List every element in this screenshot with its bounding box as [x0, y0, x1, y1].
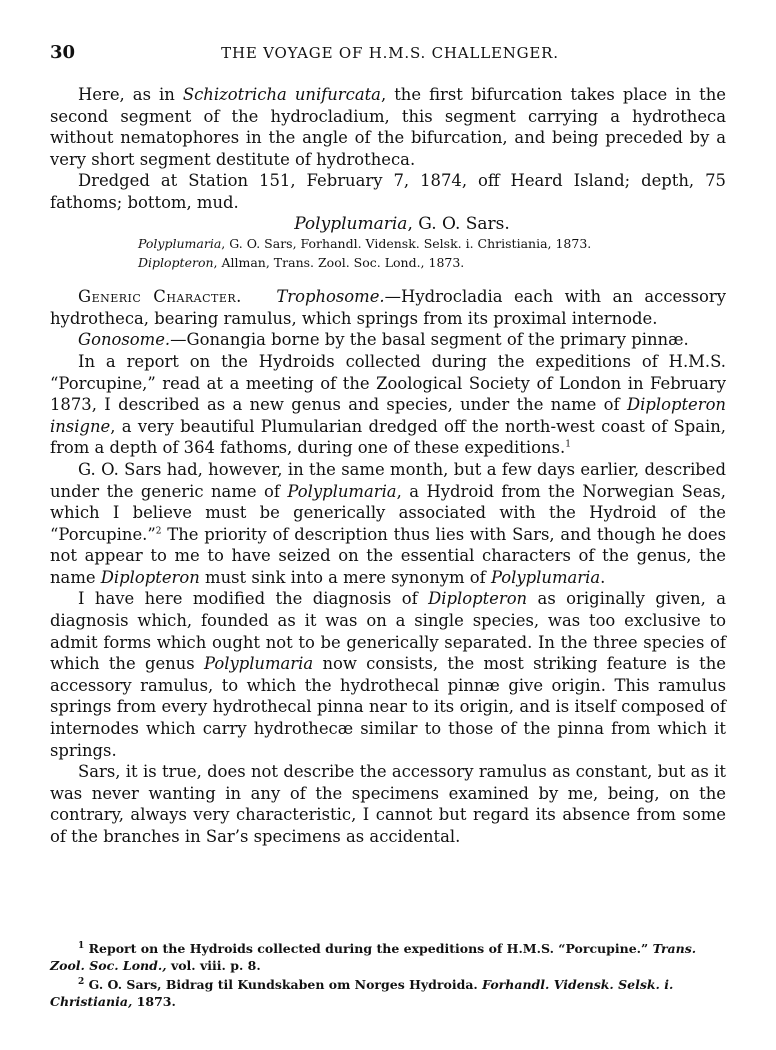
paragraph-gonosome: Gonosome.—Gonangia borne by the basal segment of the primary pinnæ. [78, 330, 689, 350]
page-header [50, 42, 730, 66]
paragraph-porcupine-report: In a report on the Hydroids collected during the expeditions of H.M.S. “Porcupine,” read at a meeting of the Zoological Society of London in February 1873, I described as a new genus and species, under the name of Diplopteron insigne, a very beautiful Plumularian dredged off the north-west coast of Spain, from a depth of 364 fathoms, during one of these expeditions.$^1$ [50, 351, 726, 458]
page-number: 30 [50, 42, 76, 63]
paragraph-accessory-ramulus: Sars, it is true, does not describe the accessory ramulus as constant, but as it was never wanting in any of the specimens examined by me, being, on the contrary, always very characteristic, I cannot but regard its absence from some of the branches in Sar’s specimens as accidental. [50, 762, 726, 846]
paragraph-generic-character: Generic Character. Trophosome.—Hydrocladia each with an accessory hydrotheca, bearing ramulus, which springs from its proximal internode. [50, 287, 726, 328]
paragraph-diagnosis: I have here modified the diagnosis of Diplopteron as originally given, a diagnosis which, founded as it was on a single species, was too exclusive to admit forms which ought not to be generically separated. In the three species of which the genus Polyplumaria now consists, the most striking feature is the accessory ramulus, to which the hydrothecal pinnæ give origin. This ramulus springs from every hydrothecal pinna near to its origin, and is itself composed of internodes which carry hydrothecæ similar to those of the pinna from which it springs. [50, 589, 727, 760]
footnote-ref: 2 [155, 526, 162, 537]
generic-character-label: Generic Character. [78, 287, 242, 307]
synonym-entry: Diplopteron, Allman, Trans. Zool. Soc. Lond., 1873. [138, 254, 465, 270]
paragraph-station: Dredged at Station 151, February 7, 1874, off Heard Island; depth, 75 fathoms; bottom, mud. [50, 171, 726, 212]
trophosome-label: Trophosome. [276, 287, 385, 307]
species-name: Schizotricha unifurcata [182, 85, 381, 104]
footnote: $^1$ Report on the Hydroids collected during the expeditions of H.M.S. “Porcupine.” Trans. Zool. Soc. Lond., vol. viii. p. 8. [50, 940, 697, 973]
section-title: Polyplumaria, G. O. Sars. [294, 213, 510, 234]
synonymy-list [138, 235, 726, 272]
genus-name: Polyplumaria [294, 213, 408, 234]
footnotes [50, 940, 726, 1012]
running-title: THE VOYAGE OF H.M.S. CHALLENGER. [221, 44, 559, 62]
synonym-entry: Polyplumaria, G. O. Sars, Forhandl. Vidensk. Selsk. i. Christiania, 1873. [138, 236, 592, 252]
body-text [50, 84, 726, 848]
gonosome-label: Gonosome. [78, 330, 171, 350]
footnote-ref: 1 [565, 439, 571, 450]
paragraph-bifurcation: Here, as in Schizotricha unifurcata, the first bifurcation takes place in the second segment of the hydrocladium, this segment carrying a hydrotheca without nematophores in the angle of the bifurcation, and being preceded by a very short segment destitute of hydrotheca. [50, 85, 726, 169]
paragraph-sars-priority: G. O. Sars had, however, in the same month, but a few days earlier, described under the generic name of Polyplumaria, a Hydroid from the Norwegian Seas, which I believe must be generically associated with the Hydroid of the “Porcupine.”$^2$ The priority of description thus lies with Sars, and though he does not appear to me to have seized on the essential characters of the genus, the name Diplopteron must sink into a mere synonym of Polyplumaria. [50, 459, 726, 587]
footnote: $^2$ G. O. Sars, Bidrag til Kundskaben om Norges Hydroida. Forhandl. Vidensk. Selsk. i. Christiania, 1873. [50, 976, 674, 1009]
